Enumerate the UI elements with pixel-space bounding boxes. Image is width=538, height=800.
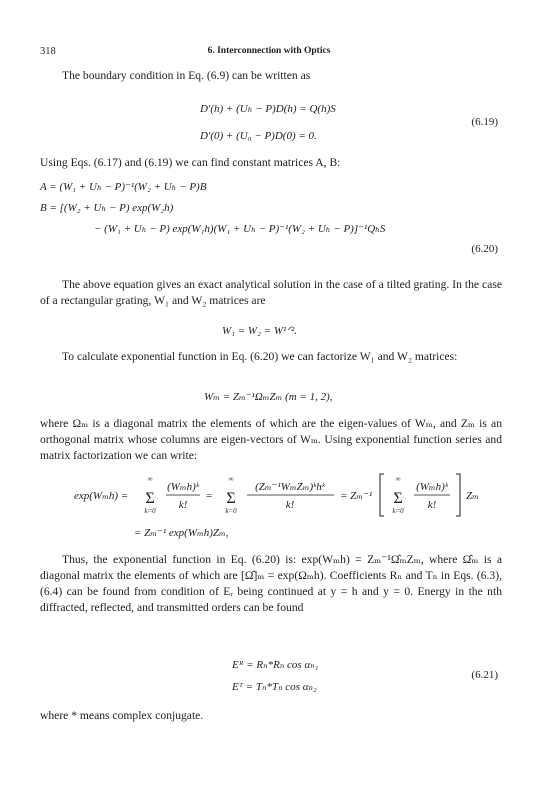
sum3-upper-limit: ∞ [395,475,401,483]
sum2-upper-limit: ∞ [228,475,234,483]
eq-6-20-line1: A = (W₁ + Uₕ − P)⁻¹(W₂ + Uₕ − P)B [40,181,207,193]
paragraph-exponential-result: Thus, the exponential function in Eq. (6.20) is: exp(Wₘh) = Zₘ⁻¹Ω̂ₘZₘ, where Ω̂ₘ is a diagonal matrix the elements of which are [Ω̂]ₘ = exp(Ωₘh). Coefficients Rₙ and Tₙ in Eqs. (6.3), (6.4) can be found from condition of Eᵣ being continued at y = h and y = 0. Energy in the nth diffracted, reflected, and transmitted orders can be found [40,553,502,614]
sum1-denominator: k! [178,499,188,511]
equation-factorization: Wₘ = Zₘ⁻¹ΩₘZₘ (m = 1, 2), [204,391,333,403]
eq-6-21-line2: Eᵀ = Tₙ*Tₙ cos αₙ₂ [232,681,317,693]
eq-6-19-line2: D′(0) + (U₀ − P)D(0) = 0. [200,130,317,142]
sum3-denominator: k! [427,499,437,511]
eq-6-20-line2: B = [(W₂ + Uₕ − P) exp(W₂h) [40,202,174,214]
left-bracket-icon [380,474,384,516]
equation-number-6-21: (6.21) [471,669,498,681]
sum2-denominator: k! [285,499,295,511]
sum1-upper-limit: ∞ [147,475,153,483]
eq-6-19-line1: D′(h) + (Uₕ − P)D(h) = Q(h)S [200,103,336,115]
sum2-lower-limit: k=0 [225,507,237,515]
sum3-sigma-icon: Σ [393,490,403,507]
paragraph-complex-conjugate: where * means complex conjugate. [40,709,204,722]
equation-number-6-19: (6.19) [471,116,498,128]
sum1-lower-limit: k=0 [144,507,156,515]
equation-number-6-20: (6.20) [471,243,498,255]
eq-6-21-line1: Eᴿ = Rₙ*Rₙ cos αₙ₁ [232,659,319,671]
exp-tail: Zₘ [466,490,479,502]
exp-line2: = Zₘ⁻¹ exp(Wₘh)Zₘ, [134,527,229,539]
equals-sign-2: = [206,490,213,502]
paragraph-boundary-condition: The boundary condition in Eq. (6.9) can be written as [62,69,311,82]
paragraph-constant-matrices: Using Eqs. (6.17) and (6.19) we can find constant matrices A, B: [40,156,341,169]
equation-w-rectangular: W₁ = W₂ = W¹ᐟ². [222,325,297,337]
exp-lhs: exp(Wₘh) = [74,490,129,502]
eq-6-20-line3: − (W₁ + Uₕ − P) exp(W₁h)(W₁ + Uₕ − P)⁻¹(W₂ + Uₕ − P)]⁻¹QₕS [94,223,386,235]
running-title: 6. Interconnection with Optics [207,46,331,56]
sum1-numerator: (Wₘh)ᵏ [167,481,199,493]
paragraph-exact-solution: The above equation gives an exact analytical solution in the case of a tilted grating. In the case of a rectangular grating, W₁ and W₂ matrices are [40,278,502,307]
sum2-sigma-icon: Σ [226,490,236,507]
right-bracket-icon [456,474,460,516]
sum2-numerator: (Zₘ⁻¹WₘZₘ)ᵏhᵏ [255,481,325,493]
sum3-numerator: (Wₘh)ᵏ [416,481,448,493]
equals-zinv: = Zₘ⁻¹ [340,490,373,502]
sum3-lower-limit: k=0 [392,507,404,515]
sum1-sigma-icon: Σ [145,490,155,507]
page-number: 318 [40,46,56,57]
paragraph-factorize: To calculate exponential function in Eq. (6.20) we can factorize W₁ and W₂ matrices: [62,350,458,363]
paragraph-eigenvalues: where Ωₘ is a diagonal matrix the elements of which are the eigen-values of Wₘ, and Zₘ is an orthogonal matrix whose columns are eigen-vectors of Wₘ. Using exponential function series and matrix factorization we can write: [40,417,502,462]
exp-series-svg [0,466,538,546]
